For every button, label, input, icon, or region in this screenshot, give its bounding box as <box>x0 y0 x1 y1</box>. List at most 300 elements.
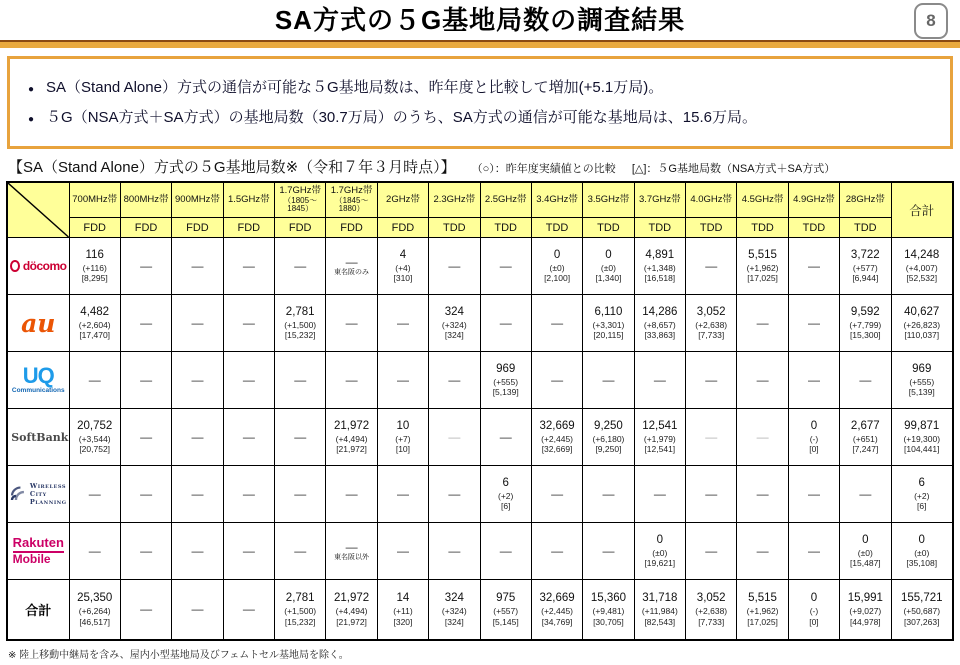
table-cell <box>737 352 788 409</box>
no-allocation-dash: — <box>859 373 872 387</box>
yoy-change: (+2) <box>498 490 514 501</box>
total-5g-count: [307,263] <box>904 616 940 627</box>
yoy-change: (±0) <box>652 547 668 558</box>
no-allocation-dash: — <box>807 316 820 330</box>
no-allocation-dash: — <box>551 544 564 558</box>
total-5g-count: [7,733] <box>698 330 725 341</box>
total-5g-count: [15,232] <box>284 616 316 627</box>
rakuten-sublabel: Mobile <box>12 551 51 566</box>
yoy-change: (+557) <box>493 606 519 617</box>
corner-diagonal <box>8 183 69 237</box>
table-cell <box>686 352 737 409</box>
table-cell <box>120 466 171 523</box>
total-5g-count: [30,705] <box>593 616 624 627</box>
table-cell <box>326 523 377 580</box>
total-5g-count: [20,752] <box>79 444 111 455</box>
col-header-duplex-4: FDD <box>223 218 274 238</box>
station-count: 40,627 <box>904 305 940 318</box>
table-cell <box>223 295 274 352</box>
table-cell <box>172 523 223 580</box>
table-cell <box>480 352 531 409</box>
no-allocation-dash: — <box>653 373 666 387</box>
table-cell <box>531 409 582 466</box>
station-count: 0 <box>605 248 612 261</box>
table-cell <box>583 409 634 466</box>
row-label-docomo <box>7 238 69 295</box>
total-5g-count: [17,470] <box>79 330 111 341</box>
col-header-total: 合計 <box>891 182 953 238</box>
wcp-logo <box>10 482 67 506</box>
table-cell <box>737 580 788 640</box>
table-cell <box>891 580 953 640</box>
total-5g-count: [9,250] <box>595 444 622 455</box>
table-cell <box>840 466 891 523</box>
col-header-duplex-1: FDD <box>69 218 120 238</box>
uq-logo <box>10 365 67 395</box>
table-cell <box>891 295 953 352</box>
station-count: 0 <box>810 592 818 605</box>
station-count: 2,781 <box>285 305 315 318</box>
col-header-duplex-13: TDD <box>686 218 737 238</box>
table-cell <box>172 352 223 409</box>
table-cell <box>634 295 685 352</box>
yoy-change: (+50,687) <box>903 606 941 617</box>
table-cell <box>840 409 891 466</box>
yoy-change: (+11) <box>393 606 413 617</box>
total-5g-count: [46,517] <box>79 616 111 627</box>
total-5g-count: [310] <box>393 273 413 284</box>
total-5g-count: [110,037] <box>904 330 940 341</box>
table-cell <box>69 238 120 295</box>
no-allocation-dash: — <box>140 544 153 558</box>
table-cell <box>120 523 171 580</box>
station-count: 32,669 <box>539 592 575 605</box>
col-header-band-1: 700MHz帯 <box>69 182 120 218</box>
yoy-change: (+4,494) <box>335 606 368 617</box>
table-cell <box>531 466 582 523</box>
table-cell <box>377 523 428 580</box>
table-cell <box>377 352 428 409</box>
table-cell <box>891 466 953 523</box>
yoy-change: (+3,544) <box>78 433 111 444</box>
yoy-change: (+577) <box>852 262 878 273</box>
table-cell <box>429 580 480 640</box>
yoy-change: (+3,301) <box>592 319 625 330</box>
table-cell <box>634 466 685 523</box>
yoy-change: (+11,984) <box>641 606 678 617</box>
station-count: 4,891 <box>645 248 675 261</box>
row-label-wcp <box>7 466 69 523</box>
total-5g-count: [2,100] <box>544 273 571 284</box>
station-count: 6,110 <box>594 305 623 318</box>
no-allocation-dash: — <box>705 487 718 501</box>
station-count: 5,515 <box>748 592 777 605</box>
no-allocation-dash: — <box>242 316 255 330</box>
table-cell <box>531 352 582 409</box>
uq-label: UQ <box>22 363 54 389</box>
station-count: 12,541 <box>642 419 678 432</box>
table-cell <box>891 238 953 295</box>
table-cell <box>788 523 839 580</box>
col-header-duplex-5: FDD <box>275 218 326 238</box>
table-cell <box>69 523 120 580</box>
no-allocation-dash: — <box>345 373 358 387</box>
station-count: 5,515 <box>748 248 777 261</box>
table-cell <box>120 352 171 409</box>
col-header-band-9: 2.5GHz帯 <box>480 182 531 218</box>
no-allocation-dash: — <box>294 430 307 444</box>
table-cell <box>275 352 326 409</box>
table-cell <box>223 580 274 640</box>
yoy-change: (±0) <box>600 262 616 273</box>
yoy-change: (-) <box>809 606 819 617</box>
table-cell <box>531 580 582 640</box>
no-allocation-dash: — <box>294 487 307 501</box>
station-count: 0 <box>918 533 925 546</box>
no-allocation-dash: — <box>448 373 461 387</box>
table-cell <box>737 523 788 580</box>
total-5g-count: [17,025] <box>747 616 778 627</box>
total-5g-count: [15,300] <box>849 330 881 341</box>
footnote: ※ 陸上移動中継局を含み、屋内小型基地局及びフェムトセル基地局を除く。 <box>8 649 349 661</box>
row-label-uq <box>7 352 69 409</box>
yoy-change: (+2) <box>914 490 930 501</box>
no-allocation-dash: — <box>756 487 769 501</box>
table-cell <box>69 409 120 466</box>
table-cell <box>480 295 531 352</box>
table-cell <box>120 238 171 295</box>
station-count: 2,781 <box>285 592 315 605</box>
wcp-wave-icon <box>10 486 26 502</box>
no-allocation-dash: — <box>807 259 820 273</box>
yoy-change: (+2,638) <box>695 606 728 617</box>
station-count: 14,248 <box>904 248 940 261</box>
yoy-change: (+2,445) <box>541 433 574 444</box>
table-cell <box>172 466 223 523</box>
region-note: 東名阪以外 <box>334 554 370 562</box>
table-cell <box>686 580 737 640</box>
table-cell <box>429 409 480 466</box>
no-allocation-dash: — <box>551 487 564 501</box>
no-allocation-dash: — <box>191 544 204 558</box>
rakuten-label <box>13 534 64 552</box>
table-cell <box>737 409 788 466</box>
no-allocation-dash: — <box>242 430 255 444</box>
table-cell <box>69 466 120 523</box>
table-cell <box>480 238 531 295</box>
col-header-band-14: 4.5GHz帯 <box>737 182 788 218</box>
table-caption: 【SA（Stand Alone）方式の５G基地局数※（令和７年３月時点）】 <box>8 159 456 176</box>
yoy-change: (+9,481) <box>592 606 625 617</box>
no-allocation-dash: — <box>448 430 461 444</box>
station-count: 14,286 <box>642 305 678 318</box>
total-5g-count: [21,972] <box>336 444 367 455</box>
no-allocation-dash: — <box>499 544 512 558</box>
table-cell <box>429 523 480 580</box>
no-allocation-dash: — <box>499 259 512 273</box>
no-allocation-dash: — <box>345 540 358 555</box>
station-count: 0 <box>862 533 869 546</box>
total-5g-count: [6] <box>917 501 927 512</box>
no-allocation-dash: — <box>756 430 769 444</box>
table-cell <box>686 295 737 352</box>
wcp-label: Wireless City Planning <box>29 481 67 507</box>
table-cell <box>377 295 428 352</box>
table-cell <box>120 580 171 640</box>
table-cell <box>223 238 274 295</box>
softbank-label: SoftBank <box>11 430 69 444</box>
table-cell <box>377 409 428 466</box>
col-header-band-5: 1.7GHz帯 （1805～1845） <box>275 182 326 218</box>
no-allocation-dash: — <box>88 544 101 558</box>
station-count: 25,350 <box>77 592 113 605</box>
page-title: SA方式の５G基地局数の調査結果 <box>274 5 686 35</box>
total-5g-count: [7,733] <box>698 616 725 627</box>
total-5g-count: [19,621] <box>644 558 676 569</box>
no-allocation-dash: — <box>653 487 666 501</box>
rakuten-logo <box>13 534 64 565</box>
table-cell <box>480 580 531 640</box>
no-allocation-dash: — <box>140 373 153 387</box>
au-logo: au <box>21 308 56 338</box>
table-cell <box>223 352 274 409</box>
no-allocation-dash: — <box>242 602 255 617</box>
table-cell <box>223 409 274 466</box>
station-count: 21,972 <box>333 419 370 432</box>
no-allocation-dash: — <box>88 487 101 501</box>
total-5g-count: [0] <box>809 616 819 627</box>
col-header-band-13: 4.0GHz帯 <box>686 182 737 218</box>
table-row-rakuten <box>7 523 953 580</box>
table-cell <box>686 523 737 580</box>
no-allocation-dash: — <box>294 544 307 558</box>
no-allocation-dash: — <box>191 259 204 273</box>
table-cell <box>275 466 326 523</box>
table-corner-cell <box>7 182 69 238</box>
station-count: 4,482 <box>80 305 110 318</box>
table-cell <box>788 580 839 640</box>
yoy-change: (-) <box>809 433 819 444</box>
table-cell <box>840 523 891 580</box>
no-allocation-dash: — <box>242 487 255 501</box>
no-allocation-dash: — <box>242 259 255 273</box>
table-cell <box>686 409 737 466</box>
table-cell <box>583 295 634 352</box>
no-allocation-dash: — <box>191 602 204 617</box>
total-5g-count: [1,340] <box>595 273 622 284</box>
yoy-change: (+26,823) <box>903 319 941 330</box>
col-header-band-4: 1.5GHz帯 <box>223 182 274 218</box>
table-cell <box>326 352 377 409</box>
total-5g-count: [7,247] <box>852 444 879 455</box>
total-5g-count: [6,944] <box>852 273 879 284</box>
total-5g-count: [5,139] <box>908 387 935 398</box>
table-cell <box>583 580 634 640</box>
summary-text-2: ５G（NSA方式＋SA方式）の基地局数（30.7万局）のうち、SA方式の通信が可能な基地局は、15.6万局。 <box>46 109 757 126</box>
col-header-band-10: 3.4GHz帯 <box>531 182 582 218</box>
table-cell <box>223 466 274 523</box>
no-allocation-dash: — <box>756 544 769 558</box>
no-allocation-dash: — <box>756 373 769 387</box>
bullet-icon: ● <box>28 114 35 125</box>
total-5g-count: [52,532] <box>906 273 938 284</box>
table-row-docomo <box>7 238 953 295</box>
table-cell <box>788 295 839 352</box>
station-count: 21,972 <box>333 592 370 605</box>
table-cell <box>583 238 634 295</box>
table-row-uq <box>7 352 953 409</box>
yoy-change: (+324) <box>441 319 467 330</box>
docomo-logo <box>10 259 67 273</box>
yoy-change: (+4) <box>395 262 411 273</box>
table-row-softbank <box>7 409 953 466</box>
station-count: 32,669 <box>539 419 575 432</box>
total-5g-count: [17,025] <box>747 273 778 284</box>
docomo-label: döcomo <box>22 259 67 273</box>
no-allocation-dash: — <box>345 316 358 330</box>
no-allocation-dash: — <box>705 430 718 444</box>
col-header-band-7: 2GHz帯 <box>377 182 428 218</box>
table-cell <box>275 580 326 640</box>
total-5g-count: [34,769] <box>541 616 573 627</box>
legend-yoy: （○）：昨年度実績値との比較 <box>471 163 616 175</box>
table-cell <box>583 352 634 409</box>
table-cell <box>377 238 428 295</box>
table-cell <box>634 238 685 295</box>
total-logo: 合計 <box>25 602 52 618</box>
table-cell <box>326 409 377 466</box>
no-allocation-dash: — <box>705 259 718 273</box>
station-count: 969 <box>496 362 516 375</box>
no-allocation-dash: — <box>191 430 204 444</box>
yoy-change: (+4,494) <box>335 433 368 444</box>
rakuten-wordmark: Rakuten <box>13 536 64 552</box>
table-cell <box>788 409 839 466</box>
no-allocation-dash: — <box>602 487 615 501</box>
table-row-au <box>7 295 953 352</box>
yoy-change: (+19,300) <box>903 433 941 444</box>
no-allocation-dash: — <box>396 373 409 387</box>
uq-sublabel: Communications <box>11 387 65 395</box>
col-header-duplex-2: FDD <box>120 218 171 238</box>
no-allocation-dash: — <box>345 487 358 501</box>
station-count: 99,871 <box>904 419 940 432</box>
no-allocation-dash: — <box>551 373 564 387</box>
title-underline <box>0 40 960 48</box>
table-cell <box>686 238 737 295</box>
total-5g-count: [5,139] <box>492 387 519 398</box>
table-cell <box>583 466 634 523</box>
yoy-change: (+2,445) <box>541 606 574 617</box>
table-cell <box>69 352 120 409</box>
table-cell <box>223 523 274 580</box>
no-allocation-dash: — <box>191 316 204 330</box>
legend-total: [△]：５G基地局数（NSA方式＋SA方式） <box>631 163 836 175</box>
no-allocation-dash: — <box>705 544 718 558</box>
total-5g-count: [12,541] <box>644 444 676 455</box>
col-header-duplex-6: FDD <box>326 218 377 238</box>
total-5g-count: [324] <box>444 330 464 341</box>
total-5g-count: [15,232] <box>284 330 316 341</box>
header <box>0 0 960 40</box>
row-label-softbank <box>7 409 69 466</box>
yoy-change: (+2,604) <box>78 319 111 330</box>
col-header-duplex-7: FDD <box>377 218 428 238</box>
table-cell <box>737 466 788 523</box>
table-cell <box>788 352 839 409</box>
no-allocation-dash: — <box>294 373 307 387</box>
col-header-duplex-10: TDD <box>531 218 582 238</box>
no-allocation-dash: — <box>191 373 204 387</box>
table-cell <box>429 238 480 295</box>
col-header-band-15: 4.9GHz帯 <box>788 182 839 218</box>
yoy-change: (+7,799) <box>849 319 882 330</box>
col-header-band-range: （1805～1845） <box>283 195 318 214</box>
total-5g-count: [20,115] <box>593 330 624 341</box>
station-count: 0 <box>810 419 818 432</box>
table-cell <box>634 580 685 640</box>
station-count: 9,592 <box>850 305 880 318</box>
table-cell <box>429 295 480 352</box>
table-cell <box>891 523 953 580</box>
col-header-band-6: 1.7GHz帯 （1845～1880） <box>326 182 377 218</box>
summary-bullet <box>28 106 932 127</box>
softbank-logo <box>10 431 67 444</box>
col-header-band-3: 900MHz帯 <box>172 182 223 218</box>
station-count: 324 <box>444 592 464 605</box>
yoy-change: (±0) <box>857 547 873 558</box>
table-cell <box>634 409 685 466</box>
no-allocation-dash: — <box>499 316 512 330</box>
row-label-total <box>7 580 69 640</box>
table-cell <box>120 409 171 466</box>
table-cell <box>172 238 223 295</box>
no-allocation-dash: — <box>602 373 615 387</box>
no-allocation-dash: — <box>396 544 409 558</box>
table-cell <box>788 466 839 523</box>
no-allocation-dash: — <box>859 487 872 501</box>
total-5g-count: [16,518] <box>644 273 676 284</box>
table-cell <box>840 295 891 352</box>
table-cell <box>634 352 685 409</box>
no-allocation-dash: — <box>551 316 564 330</box>
station-count: 15,360 <box>590 592 627 605</box>
docomo-icon <box>10 260 20 272</box>
table-cell <box>583 523 634 580</box>
col-header-band-12: 3.7GHz帯 <box>634 182 685 218</box>
station-count: 4 <box>399 248 407 261</box>
table-cell <box>275 238 326 295</box>
table-cell <box>326 466 377 523</box>
col-header-duplex-11: TDD <box>583 218 634 238</box>
no-allocation-dash: — <box>807 487 820 501</box>
table-cell <box>120 295 171 352</box>
table-cell <box>840 238 891 295</box>
col-header-band-8: 2.3GHz帯 <box>429 182 480 218</box>
col-header-duplex-12: TDD <box>634 218 685 238</box>
total-5g-count: [5,145] <box>492 616 519 627</box>
no-allocation-dash: — <box>140 602 153 617</box>
no-allocation-dash: — <box>756 316 769 330</box>
col-header-duplex-8: TDD <box>429 218 480 238</box>
no-allocation-dash: — <box>705 373 718 387</box>
table-cell <box>429 466 480 523</box>
no-allocation-dash: — <box>242 544 255 558</box>
station-count: 324 <box>444 305 464 318</box>
yoy-change: (+324) <box>441 606 467 617</box>
row-label-au <box>7 295 69 352</box>
col-header-duplex-16: TDD <box>840 218 891 238</box>
